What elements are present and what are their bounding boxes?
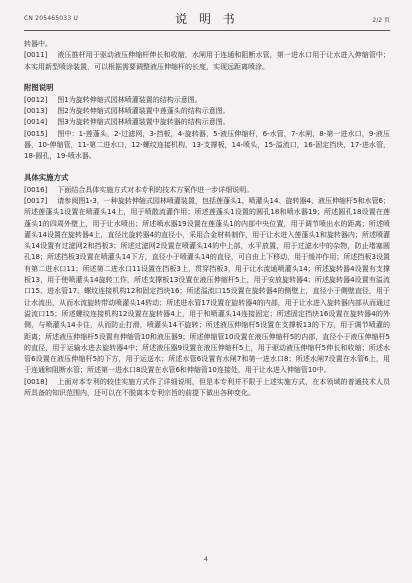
paragraph-text: 图1为旋转伸缩式园林喷灌装置的结构示意图。	[57, 95, 202, 104]
paragraph-text: 图3为旋转伸缩式园林喷灌装置中旋转器的结构示意图。	[57, 118, 230, 127]
paragraph-number: [0013]	[24, 107, 48, 116]
paragraph-0016	[24, 185, 390, 196]
paragraph-number: [0015]	[24, 129, 48, 138]
paragraph-0014	[24, 117, 390, 128]
document-title: 说 明 书	[175, 12, 239, 26]
intro-tail: 转器中。	[24, 40, 52, 48]
publication-number: CN 205465033 U	[24, 15, 79, 22]
paragraph-0013	[24, 106, 390, 117]
paragraph-number: [0018]	[24, 377, 48, 386]
paragraph-text: 图2为旋转伸缩式园林喷灌装置中莲蓬头的结构示意图。	[57, 107, 230, 116]
page-indicator: 2/2 页	[372, 17, 390, 24]
page-header	[24, 8, 390, 31]
paragraph-number: [0017]	[24, 196, 48, 205]
paragraph-text: 下面结合具体实施方式对本专利的技术方案作进一步详细说明。	[57, 185, 254, 194]
paragraph-text: 上面对本专利的较佳实施方式作了详细说明，但是本专利并不限于上述实施方式，在本领域的普通技术人员所具备的知识范围内，还可以在不脱离本专利宗旨的前提下做出各种变化。	[24, 377, 390, 398]
paragraph-0018	[24, 377, 390, 400]
paragraph-0011	[24, 50, 390, 73]
paragraph-text: 液压推杆用于驱动液压伸缩杆伸长和收缩，水闸用于连通和阻断水管，第一进水口用于让水进入伸缩管中；本实用新型喷涂装置，可以根据需要调整液压伸缩杆的长度，实现远距离喷涂。	[24, 51, 390, 71]
paragraph-number: [0016]	[24, 185, 48, 194]
page-number: 4	[203, 555, 209, 563]
paragraph-0015	[24, 129, 390, 163]
section-heading-drawings: 附图说明	[24, 82, 54, 92]
paragraph-number: [0012]	[24, 95, 48, 104]
section-heading-embodiment: 具体实施方式	[24, 172, 69, 182]
paragraph-0012	[24, 95, 390, 106]
document-body	[24, 31, 390, 399]
paragraph-text: 请参阅图1-3，一种旋转伸缩式园林喷灌装置，包括莲蓬头1、喷灌头14、旋转器4、液压伸缩杆5和水管6；所述莲蓬头1设置在喷灌头14上，用于喷散流灌作用；所述莲蓬头1设置的圆孔18和喷水器19；所述圆孔18设置在莲蓬头1的四周外壁上，用于让水喷出；所述喷水器19设置在莲蓬头1的内部中央位置，用于调节喷出水的距离；所述喷灌头14设置在旋转器4上，直径比旋转器4的直径小，采用合金材料制作，用于让水进入莲蓬头1和旋转器内；所述喷灌头14设置有过滤网2和挡板3；所述过滤网2设置在喷灌头14的中上部，水平放置，用于过滤水中的杂物，防止堵塞圆孔18；所述挡板3设置在喷灌头14下方，直径小于喷灌头14的直径，可自由上下移动，用于缓冲作用；所述挡板3设置有第二进水口11；所述第二进水口11设置在挡板3上，贯穿挡板3，用于让水流通喷灌头14；所述旋转器4设置有支撑板13，用于使喷灌头14旋转工作，所述支撑板13设置在液压伸缩杆5上，用于安放旋转器4；所述旋转器4设置有溢流口15、进水管17、螺纹连接机构12和固定挡块16；所述溢流口15设置在旋转器4的侧壁上，直径小于侧壁直径，用于让水流出，从而水流旋转带动喷灌头14转动；所述进水管17设置在旋转器4的内部，用于让水进入旋转器内部从而通过溢流口15；所述螺纹连接机构12设置在旋转器4上，用于和喷灌头14连接固定；所述固定挡块16设置在旋转器4的外侧，与喷灌头14卡住，从而防止打滑，喷灌头14不旋转；所述液压伸缩杆5设置在支撑板13的下方，用于调节喷灌的距离；所述液压伸缩杆5设置有伸缩管10和液压器9；所述伸缩管10设置在液压伸缩杆5的内部，直径小于液压伸缩杆5的直径，用于运输水进去旋转器4中；所述液压器9设置在液压伸缩杆5上，用于驱动液压伸缩杆5伸长和收缩；所述水管6设置在液压伸缩杆5的下方，用于运送水；所述水管6设置有水闸7和第一进水口8；所述水闸7设置在水管6上，用于连通和阻断水管；所述第一进水口8设置在水管6和伸缩管10连接处，用于让水进入伸缩管10中。	[24, 196, 390, 375]
paragraph-0017	[24, 196, 390, 377]
paragraph-number: [0011]	[24, 51, 48, 60]
paragraph-number: [0014]	[24, 118, 48, 127]
paragraph-text: 图中：1-莲蓬头，2-过滤网，3-挡板，4-旋转器，5-液压伸缩杆，6-水管，7-水闸，8-第一进水口，9-液压器，10-伸缩管，11-第二进水口，12-螺纹连接机构，13-支撑板，14-喷头，15-溢流口，16-固定挡块，17-进水管，18-圆孔，19-喷水器。	[24, 129, 390, 161]
